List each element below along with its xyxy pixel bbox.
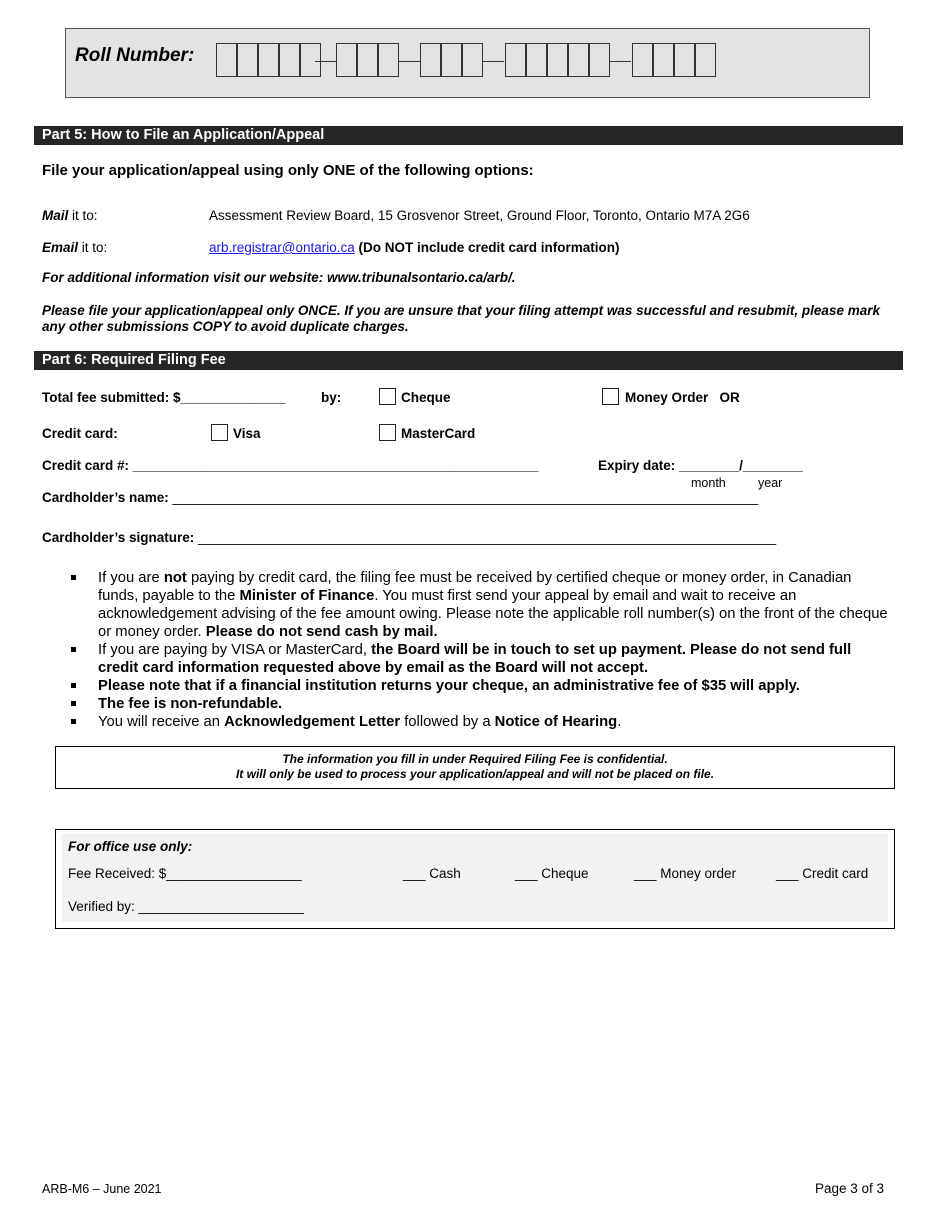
cheque-label: Cheque [401, 390, 451, 405]
email-label-row [42, 240, 107, 255]
page-number: Page 3 of 3 [815, 1181, 885, 1196]
roll-digit-cell[interactable] [462, 43, 483, 77]
roll-digit-cell[interactable] [216, 43, 237, 77]
expiry-month-label: month [691, 476, 726, 490]
roll-digit-cell[interactable] [336, 43, 357, 77]
bullet-marker [71, 701, 76, 706]
bullet-marker [71, 575, 76, 580]
roll-digit-cell[interactable] [258, 43, 279, 77]
email-note: (Do NOT include credit card information) [354, 240, 620, 255]
roll-digit-cell[interactable] [568, 43, 589, 77]
file-once-note: Please file your application/appeal only ONCE. If you are unsure that your filing attempt was successful and resubmit, please mark any other submissions COPY to avoid duplicate charges. [42, 303, 880, 334]
email-address-link[interactable]: arb.registrar@ontario.ca [209, 240, 355, 255]
expiry-date-field[interactable]: Expiry date: ________/________ [598, 458, 803, 473]
cardholder-name-label: Cardholder’s name: [42, 490, 173, 505]
credit-card-number-field[interactable]: Credit card #: ______________________________________________________ [42, 458, 539, 473]
fee-received-field: Fee Received: $__________________ [68, 866, 302, 881]
roll-digit-cell[interactable] [589, 43, 610, 77]
roll-separator [399, 61, 420, 62]
roll-separator [483, 61, 504, 62]
cheque-checkbox[interactable] [379, 388, 396, 405]
mail-suffix: it to: [68, 208, 98, 223]
mastercard-label: MasterCard [401, 426, 476, 441]
list-item: The fee is non-refundable. [64, 695, 894, 713]
bullet-marker [71, 719, 76, 724]
verified-by-field: Verified by: ______________________ [68, 899, 304, 914]
part6-header: Part 6: Required Filing Fee [34, 351, 903, 370]
office-credit-card-option: ___ Credit card [776, 866, 869, 881]
roll-digit-cell[interactable] [632, 43, 653, 77]
roll-digit-cell[interactable] [653, 43, 674, 77]
website-note: For additional information visit our website: www.tribunalsontario.ca/arb/. [42, 270, 516, 285]
roll-digit-cell[interactable] [505, 43, 526, 77]
form-identifier: ARB-M6 – June 2021 [42, 1182, 162, 1196]
cardholder-signature-label: Cardholder’s signature: [42, 530, 199, 545]
by-label: by: [321, 390, 342, 405]
visa-label: Visa [233, 426, 261, 441]
office-use-box [55, 829, 895, 929]
cardholder-name-row[interactable] [42, 490, 758, 505]
list-item: If you are not paying by credit card, the filing fee must be received by certified cheque or money order, in Canadian funds, payable to the Minister of Finance. You must first send your appeal by email and wait to receive an acknowledgement advising of the fee amount owing. Please note the applicable roll number(s) on the front of the cheque or money order. Please do not send cash by mail. [64, 569, 894, 641]
roll-digit-cell[interactable] [526, 43, 547, 77]
bullet-marker [71, 683, 76, 688]
roll-digit-cell[interactable] [279, 43, 300, 77]
office-use-title: For office use only: [68, 839, 193, 854]
money-order-label: Money Order OR [625, 390, 740, 405]
fee-instructions-list [64, 569, 894, 731]
visa-checkbox[interactable] [211, 424, 228, 441]
cardholder-signature-row[interactable] [42, 530, 776, 545]
cardholder-name-line[interactable]: ______________________________________________________________________________ [172, 490, 759, 505]
roll-digit-cell[interactable] [547, 43, 568, 77]
list-item: Please note that if a financial institution returns your cheque, an administrative fee of $35 will apply. [64, 677, 894, 695]
cardholder-signature-line[interactable]: _____________________________________________________________________________ [198, 530, 777, 545]
email-suffix: it to: [78, 240, 108, 255]
email-label: Email [42, 240, 79, 255]
total-fee-field[interactable]: Total fee submitted: $______________ [42, 390, 286, 405]
confidentiality-line-2: It will only be used to process your application/appeal and will not be placed on file. [235, 767, 715, 781]
mail-label: Mail [42, 208, 69, 223]
roll-digit-cell[interactable] [695, 43, 716, 77]
list-item: You will receive an Acknowledgement Letter followed by a Notice of Hearing. [64, 713, 894, 731]
roll-digit-cell[interactable] [357, 43, 378, 77]
roll-separator [315, 61, 336, 62]
part5-intro: File your application/appeal using only ONE of the following options: [42, 162, 534, 179]
confidentiality-line-1: The information you fill in under Required Filing Fee is confidential. [282, 752, 668, 766]
office-cash-option: ___ Cash [403, 866, 461, 881]
office-money-order-option: ___ Money order [634, 866, 737, 881]
mail-address: Assessment Review Board, 15 Grosvenor Street, Ground Floor, Toronto, Ontario M7A 2G6 [209, 208, 750, 223]
list-item: If you are paying by VISA or MasterCard, the Board will be in touch to set up payment. Please do not send full credit card information requested above by email as the Board will not accept. [64, 641, 894, 677]
roll-digit-cell[interactable] [674, 43, 695, 77]
roll-digit-cell[interactable] [420, 43, 441, 77]
roll-digit-cell[interactable] [441, 43, 462, 77]
expiry-year-label: year [758, 476, 783, 490]
credit-card-label: Credit card: [42, 426, 118, 441]
roll-number-label: Roll Number: [75, 45, 195, 66]
mail-label-row [42, 208, 98, 223]
money-order-checkbox[interactable] [602, 388, 619, 405]
confidentiality-notice [55, 746, 895, 789]
email-row [209, 240, 620, 255]
roll-number-box [65, 28, 870, 98]
roll-separator [610, 61, 631, 62]
part5-header: Part 5: How to File an Application/Appeal [34, 126, 903, 145]
office-cheque-option: ___ Cheque [515, 866, 589, 881]
roll-digit-cell[interactable] [237, 43, 258, 77]
mastercard-checkbox[interactable] [379, 424, 396, 441]
office-use-panel [62, 834, 888, 922]
roll-digit-cell[interactable] [378, 43, 399, 77]
bullet-marker [71, 647, 76, 652]
roll-digit-cell[interactable] [300, 43, 321, 77]
